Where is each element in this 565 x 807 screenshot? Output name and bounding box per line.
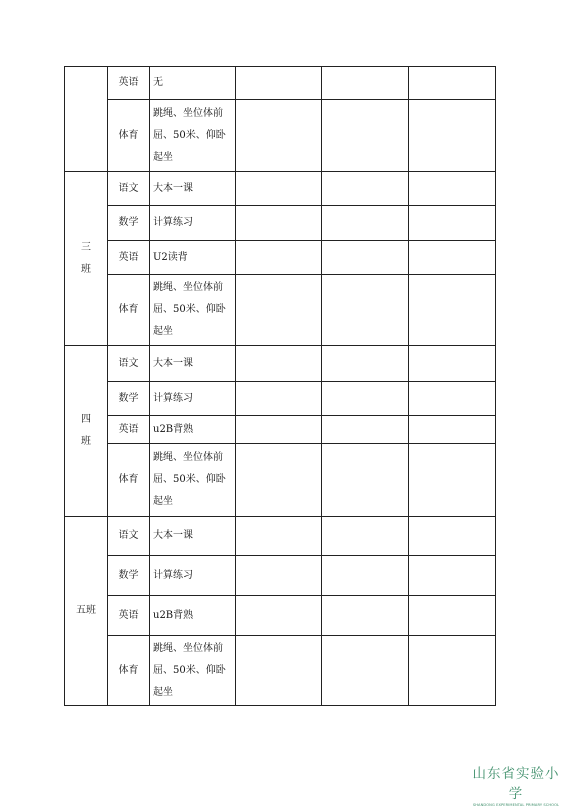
subject-cell: 英语 bbox=[108, 596, 150, 636]
blank-cell bbox=[409, 67, 496, 100]
table-row bbox=[65, 346, 496, 382]
table-row bbox=[65, 67, 496, 100]
blank-cell bbox=[236, 346, 322, 382]
blank-cell bbox=[409, 444, 496, 517]
blank-cell bbox=[409, 556, 496, 596]
subject-cell: 语文 bbox=[108, 517, 150, 556]
task-cell: 跳绳、坐位体前屈、50米、仰卧起坐 bbox=[150, 636, 236, 706]
blank-cell bbox=[236, 636, 322, 706]
task-cell: u2B背熟 bbox=[150, 596, 236, 636]
school-logo bbox=[470, 762, 562, 807]
subject-cell: 英语 bbox=[108, 416, 150, 444]
blank-cell bbox=[322, 556, 409, 596]
subject-cell: 体育 bbox=[108, 100, 150, 172]
blank-cell bbox=[236, 172, 322, 206]
blank-cell bbox=[322, 275, 409, 346]
blank-cell bbox=[322, 636, 409, 706]
subject-cell: 数学 bbox=[108, 382, 150, 416]
blank-cell bbox=[409, 382, 496, 416]
blank-cell bbox=[409, 596, 496, 636]
table-row bbox=[65, 636, 496, 706]
blank-cell bbox=[236, 206, 322, 241]
blank-cell bbox=[236, 275, 322, 346]
blank-cell bbox=[322, 382, 409, 416]
blank-cell bbox=[236, 517, 322, 556]
blank-cell bbox=[322, 67, 409, 100]
blank-cell bbox=[236, 67, 322, 100]
blank-cell bbox=[322, 517, 409, 556]
subject-cell: 体育 bbox=[108, 275, 150, 346]
task-cell: 大本一课 bbox=[150, 517, 236, 556]
blank-cell bbox=[409, 206, 496, 241]
blank-cell bbox=[236, 444, 322, 517]
class-cell: 四班 bbox=[65, 346, 108, 517]
subject-cell: 体育 bbox=[108, 444, 150, 517]
subject-cell: 数学 bbox=[108, 556, 150, 596]
table-row bbox=[65, 517, 496, 556]
blank-cell bbox=[236, 416, 322, 444]
task-cell: 跳绳、坐位体前屈、50米、仰卧起坐 bbox=[150, 275, 236, 346]
blank-cell bbox=[236, 382, 322, 416]
subject-cell: 英语 bbox=[108, 67, 150, 100]
blank-cell bbox=[322, 596, 409, 636]
table-row bbox=[65, 556, 496, 596]
blank-cell bbox=[322, 206, 409, 241]
table-row bbox=[65, 444, 496, 517]
blank-cell bbox=[322, 346, 409, 382]
subject-cell: 英语 bbox=[108, 241, 150, 275]
school-logo-name-en: SHANDONG EXPERIMENTAL PRIMARY SCHOOL bbox=[472, 803, 560, 807]
blank-cell bbox=[322, 241, 409, 275]
subject-cell: 语文 bbox=[108, 346, 150, 382]
table-row bbox=[65, 172, 496, 206]
blank-cell bbox=[409, 636, 496, 706]
blank-cell bbox=[409, 416, 496, 444]
task-cell: 计算练习 bbox=[150, 556, 236, 596]
task-cell: 无 bbox=[150, 67, 236, 100]
blank-cell bbox=[322, 444, 409, 517]
school-logo-name-cn: 山东省实验小学 bbox=[472, 766, 560, 802]
task-cell: u2B背熟 bbox=[150, 416, 236, 444]
blank-cell bbox=[322, 416, 409, 444]
blank-cell bbox=[409, 346, 496, 382]
blank-cell bbox=[409, 517, 496, 556]
task-cell: 计算练习 bbox=[150, 382, 236, 416]
blank-cell bbox=[409, 241, 496, 275]
blank-cell bbox=[409, 275, 496, 346]
task-cell: 计算练习 bbox=[150, 206, 236, 241]
blank-cell bbox=[236, 100, 322, 172]
task-cell: 跳绳、坐位体前屈、50米、仰卧起坐 bbox=[150, 100, 236, 172]
class-cell: 五班 bbox=[65, 517, 108, 706]
table-row bbox=[65, 596, 496, 636]
task-cell: U2读背 bbox=[150, 241, 236, 275]
blank-cell bbox=[236, 596, 322, 636]
blank-cell bbox=[236, 241, 322, 275]
task-cell: 跳绳、坐位体前屈、50米、仰卧起坐 bbox=[150, 444, 236, 517]
subject-cell: 体育 bbox=[108, 636, 150, 706]
blank-cell bbox=[322, 172, 409, 206]
blank-cell bbox=[322, 100, 409, 172]
table-row bbox=[65, 100, 496, 172]
blank-cell bbox=[236, 556, 322, 596]
table-row bbox=[65, 382, 496, 416]
task-cell: 大本一课 bbox=[150, 346, 236, 382]
class-cell: 三班 bbox=[65, 172, 108, 346]
table-row bbox=[65, 241, 496, 275]
task-cell: 大本一课 bbox=[150, 172, 236, 206]
class-cell bbox=[65, 67, 108, 172]
subject-cell: 数学 bbox=[108, 206, 150, 241]
table-row bbox=[65, 206, 496, 241]
subject-cell: 语文 bbox=[108, 172, 150, 206]
blank-cell bbox=[409, 100, 496, 172]
blank-cell bbox=[409, 172, 496, 206]
homework-table bbox=[64, 66, 496, 706]
table-row bbox=[65, 275, 496, 346]
table-row bbox=[65, 416, 496, 444]
